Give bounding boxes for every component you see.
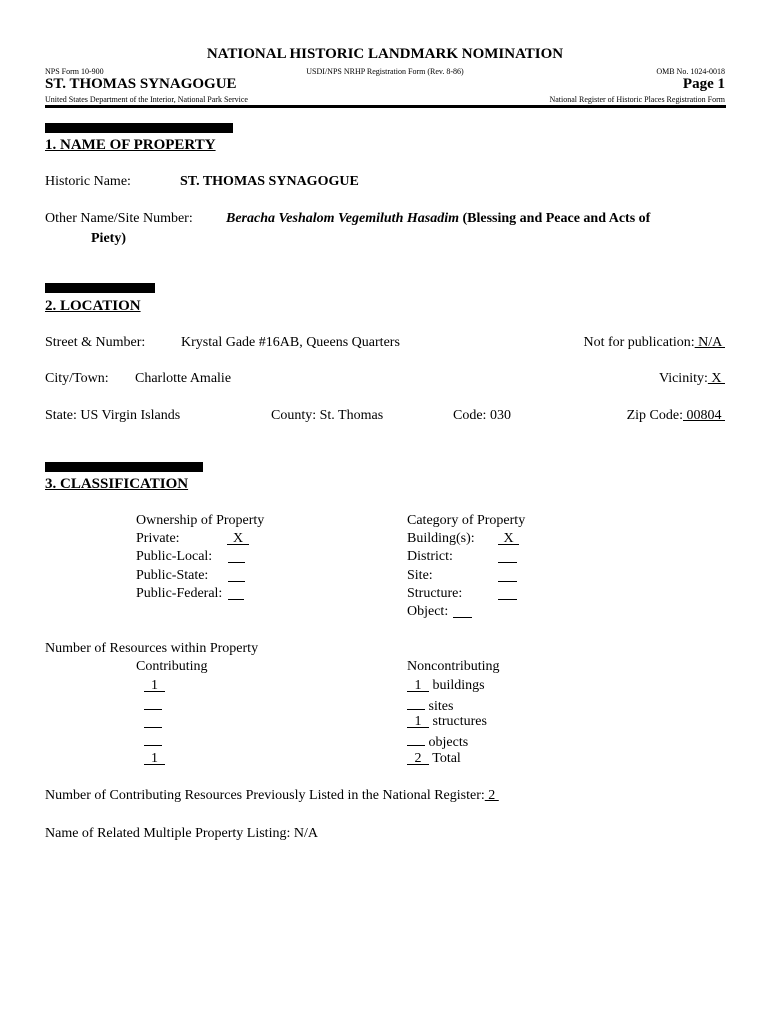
section-marker-bar (45, 283, 155, 293)
category-label: Site: (407, 568, 433, 583)
historic-name-label: Historic Name: (45, 174, 131, 189)
section-marker-bar (45, 123, 233, 133)
state-field: State: US Virgin Islands (45, 408, 181, 423)
vicinity (659, 371, 725, 387)
other-name-label: Other Name/Site Number: (45, 211, 193, 226)
contributing-count (144, 732, 162, 751)
category-label: District: (407, 549, 453, 564)
not-for-publication-label: Not for publication: (583, 335, 695, 350)
street-label: Street & Number: (45, 335, 146, 350)
category-check (498, 568, 517, 587)
ownership-label: Public-Local: (136, 549, 213, 564)
previously-listed-value: 2 (484, 788, 499, 803)
header-rule (45, 105, 726, 108)
vicinity-value: X (707, 371, 725, 386)
category-check: X (498, 531, 519, 547)
ownership-check (228, 568, 245, 587)
other-name-value (226, 211, 650, 227)
contributing-count: 1 (144, 751, 165, 767)
noncontributing-row: 1 structures (407, 714, 487, 730)
form-title: NATIONAL HISTORIC LANDMARK NOMINATION (206, 46, 564, 62)
contributing-title: Contributing (136, 659, 208, 674)
category-check (498, 549, 517, 568)
not-for-publication (583, 335, 725, 351)
category-check (453, 604, 472, 623)
register-form-label: National Register of Historic Places Registration Form (549, 95, 725, 104)
other-name-italic: Beracha Veshalom Vegemiluth Hasadim (226, 211, 459, 226)
previously-listed (45, 788, 499, 804)
zip-code (627, 408, 725, 424)
category-label: Building(s): (407, 531, 475, 546)
category-title: Category of Property (407, 513, 526, 528)
vicinity-label: Vicinity: (658, 371, 708, 386)
previously-listed-label: Number of Contributing Resources Previously Listed in the National Register: (45, 788, 485, 803)
registration-form-label: USDI/NPS NRHP Registration Form (Rev. 8-86) (306, 67, 464, 76)
ownership-label: Private: (136, 531, 180, 546)
zip-value: 00804 (683, 408, 725, 423)
contributing-count (144, 696, 162, 715)
ownership-title: Ownership of Property (136, 513, 265, 528)
zip-label: Zip Code: (626, 408, 683, 423)
noncontributing-row: 1 buildings (407, 678, 485, 694)
section-heading: 3. CLASSIFICATION (45, 476, 189, 492)
county-field: County: St. Thomas (271, 408, 384, 423)
ownership-check: X (227, 531, 249, 547)
omb-number: OMB No. 1024-0018 (656, 67, 725, 76)
multiple-property-listing: Name of Related Multiple Property Listing: N/A (45, 826, 318, 841)
department-label: United States Department of the Interior, National Park Service (45, 95, 248, 104)
section-heading: 1. NAME OF PROPERTY (45, 137, 216, 153)
page-number: Page 1 (682, 76, 725, 92)
resources-title: Number of Resources within Property (45, 641, 259, 656)
category-label: Structure: (407, 586, 463, 601)
property-title: ST. THOMAS SYNAGOGUE (45, 76, 237, 92)
other-name-continued: Piety) (91, 231, 126, 246)
street-value: Krystal Gade #16AB, Queens Quarters (181, 335, 400, 350)
form-number: NPS Form 10-900 (45, 67, 104, 76)
historic-name-value: ST. THOMAS SYNAGOGUE (180, 174, 359, 189)
noncontributing-row: 2 Total (407, 751, 461, 767)
noncontributing-row: objects (407, 732, 468, 751)
not-for-publication-value: N/A (694, 335, 725, 350)
ownership-check (228, 549, 245, 568)
section-marker-bar (45, 462, 203, 472)
ownership-label: Public-State: (136, 568, 209, 583)
contributing-count (144, 714, 162, 733)
city-value: Charlotte Amalie (135, 371, 232, 386)
city-label: City/Town: (45, 371, 109, 386)
noncontributing-title: Noncontributing (407, 659, 500, 674)
category-label: Object: (407, 604, 449, 619)
ownership-check (228, 586, 244, 605)
ownership-label: Public-Federal: (136, 586, 223, 601)
other-name-rest: (Blessing and Peace and Acts of (458, 211, 651, 226)
section-heading: 2. LOCATION (45, 298, 141, 314)
noncontributing-row: sites (407, 696, 453, 715)
contributing-count: 1 (144, 678, 165, 694)
code-field: Code: 030 (453, 408, 511, 423)
category-check (498, 586, 517, 605)
